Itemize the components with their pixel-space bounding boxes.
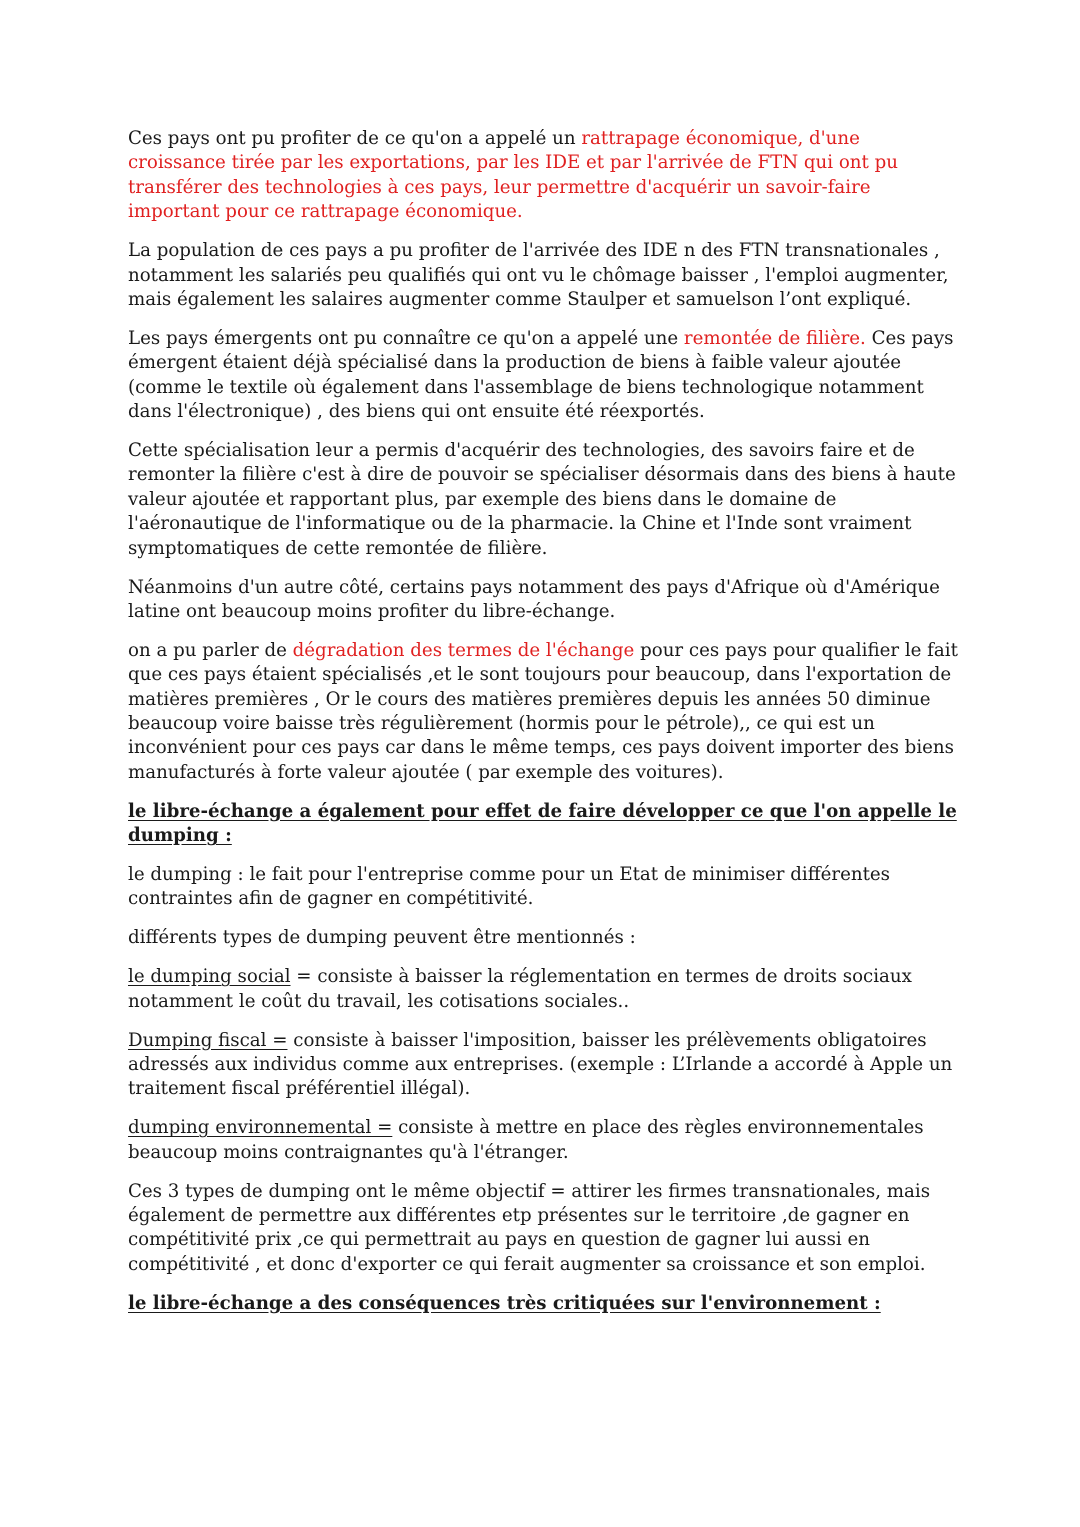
paragraph-rattrapage (128, 127, 958, 225)
paragraph-dumping-fiscal (128, 1029, 958, 1102)
paragraph-text: Ces pays émergent étaient déjà spécialisé dans la production de biens à faible valeur ajoutée (comme le textile où également dans l'assemblage de biens technologique notamment dans l'électronique) , des biens qui ont ensuite été réexportés. (128, 327, 954, 423)
paragraph-termes-echange (128, 639, 958, 785)
paragraph-text: Ces pays ont pu profiter de ce qu'on a appelé un (128, 128, 582, 149)
paragraph-text: consiste à baisser l'imposition, baisser les prélèvements obligatoires adressés aux individus comme aux entreprises. (exemple : L’Irlande a accordé à Apple un traitement fiscal préférentiel illégal). (128, 1029, 953, 1100)
term-dumping-social: le dumping social (128, 966, 291, 988)
heading-dumping: le libre-échange a également pour effet de faire développer ce que l'on appelle le dumping : (128, 800, 957, 847)
paragraph-text: on a pu parler de (128, 639, 293, 661)
paragraph-objectif-dumping: Ces 3 types de dumping ont le même objectif = attirer les firmes transnationales, mais également de permettre aux différentes etp présentes sur le territoire ,de gagner en compétitivité prix ,ce qui permettrait au pays en question de gagner lui aussi en compétitivité , et donc d'exporter ce qui ferait augmenter sa croissance et son emploi. (128, 1180, 931, 1275)
highlight-rattrapage: rattrapage économique, d'une croissance tirée par les exportations, par les IDE et par l'arrivée de FTN qui ont pu transférer des technologies à ces pays, leur permettre d'acquérir un savoir-faire important pour ce rattrapage économique. (128, 128, 898, 223)
paragraph-definition-dumping: le dumping : le fait pour l'entreprise comme pour un Etat de minimiser différentes contraintes afin de gagner en compétitivité. (128, 864, 891, 910)
highlight-degradation: dégradation des termes de l'échange (292, 639, 635, 661)
paragraph-neanmoins: Néanmoins d'un autre côté, certains pays notamment des pays d'Afrique où d'Amérique latine ont beaucoup moins profiter du libre-échange. (128, 576, 940, 622)
highlight-remontee: remontée de filière. (683, 327, 866, 349)
paragraph-specialisation: Cette spécialisation leur a permis d'acquérir des technologies, des savoirs faire et de remonter la filière c'est à dire de pouvoir se spécialiser désormais dans des biens à haute valeur ajoutée et rapportant plus, par exemple des biens dans le domaine de l'aéronautique de l'informatique ou de la pharmacie. la Chine et l'Inde sont vraiment symptomatiques de cette remontée de filière. (128, 439, 956, 559)
paragraph-text: consiste à mettre en place des règles environnementales beaucoup moins contraignantes qu'à l'étranger. (128, 1117, 924, 1163)
paragraph-remontee (128, 327, 958, 425)
document-page (128, 127, 958, 1331)
paragraph-types-dumping: différents types de dumping peuvent être mentionnés : (128, 927, 636, 949)
paragraph-text: pour ces pays pour qualifier le fait que ces pays étaient spécialisés ,et le sont toujours pour beaucoup, dans l'exportation de matières premières , Or le cours des matières premières depuis les années 50 diminue beaucoup voire baisse très régulièrement (hormis pour le pétrole),, ce qui est un inconvénient pour ces pays car dans le même temps, ces pays doivent importer des biens manufacturés à forte valeur ajoutée ( par exemple des voitures). (128, 639, 958, 783)
paragraph-text: Les pays émergents ont pu connaître ce qu'on a appelé une (128, 327, 684, 349)
term-dumping-environnemental: dumping environnemental = (128, 1117, 393, 1139)
term-dumping-fiscal: Dumping fiscal = (128, 1029, 288, 1051)
paragraph-dumping-environnemental (128, 1116, 958, 1165)
paragraph-text: = consiste à baisser la réglementation en termes de droits sociaux notamment le coût du travail, les cotisations sociales.. (128, 966, 912, 1012)
paragraph-dumping-social (128, 965, 958, 1014)
heading-environnement: le libre-échange a des conséquences très critiquées sur l'environnement : (128, 1292, 881, 1314)
paragraph-population: La population de ces pays a pu profiter de l'arrivée des IDE n des FTN transnationales , notamment les salariés peu qualifiés qui ont vu le chômage baisser , l'emploi augmenter, mais également les salaires augmenter comme Staulper et samuelson l’ont expliqué. (128, 240, 949, 310)
